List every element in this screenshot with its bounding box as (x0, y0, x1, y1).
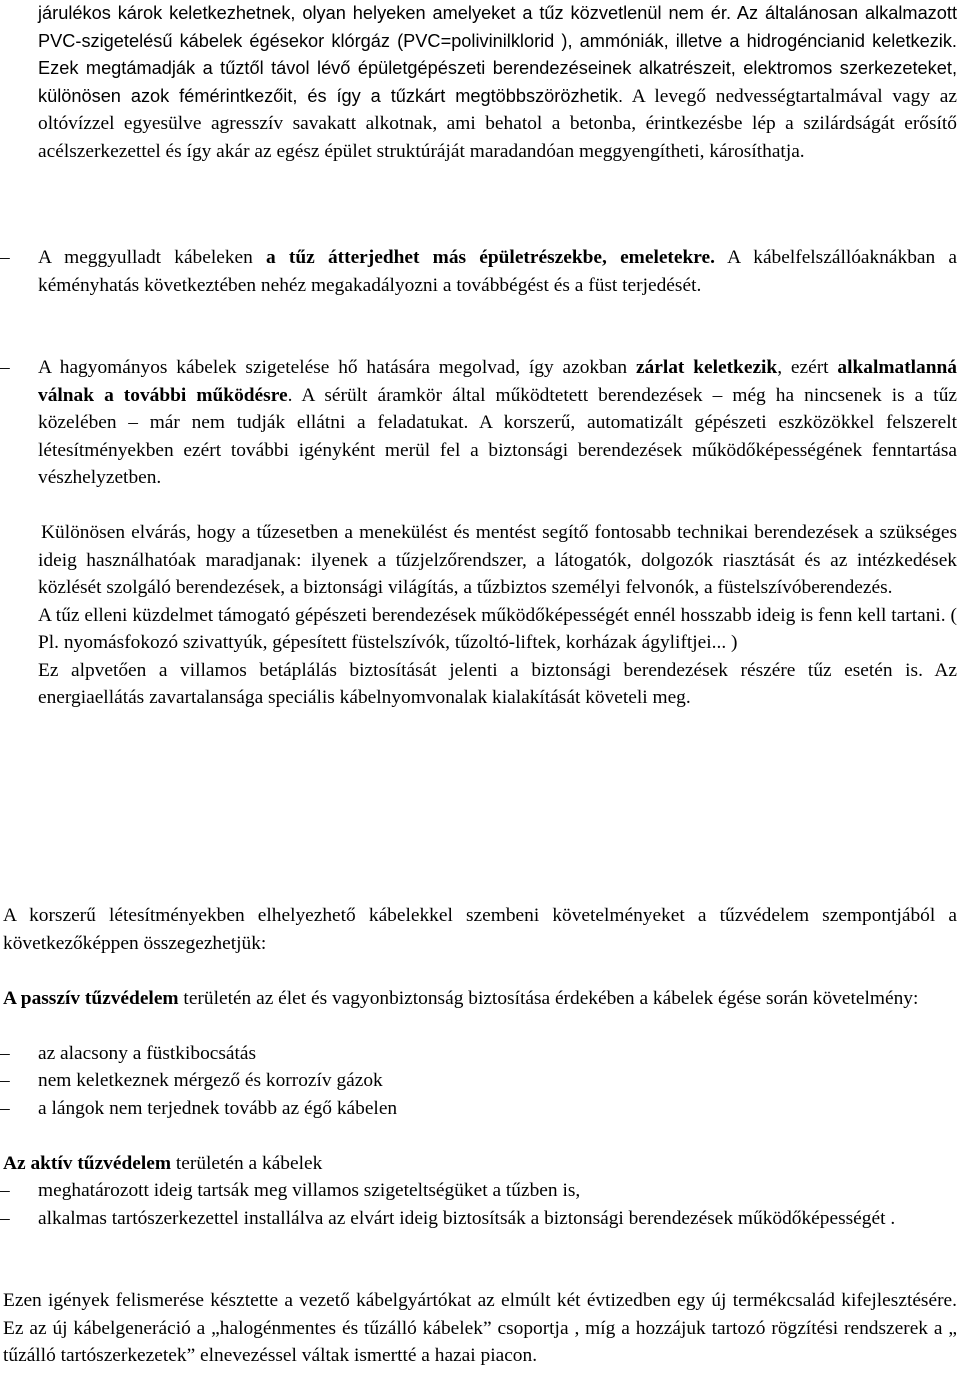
paragraph-expectation: Különösen elvárás, hogy a tűzesetben a menekülést és mentést segítő fontosabb technikai berendezések a szükséges ideig használhatóak maradjanak: ilyenek a tűzjelzőrendszer, a látogatók, dolgozók riasztását és az intézkedések közlését szolgáló berendezések, a biztonsági világítás, a tűzbiztos személyi felvonók, a füstelszívóberendezés. (38, 522, 957, 598)
item-text-bold-unusable: alkalmatlanná válnak a további működésre (38, 357, 958, 406)
dash-bullet: – (0, 247, 10, 268)
item-text-pre: A hagyományos kábelek szigetelése hő hatására megolvad, így azokban (38, 357, 636, 378)
dash-bullet: – (0, 1208, 10, 1229)
dash-bullet: – (0, 357, 10, 378)
list-item-insulation-melt (0, 354, 957, 492)
active-rest: területén a kábelek (171, 1153, 323, 1174)
active-protection-intro (3, 1150, 957, 1178)
paragraph-new-product-family (3, 1287, 957, 1370)
paragraph-requirements (38, 519, 957, 712)
active-item-text: alkalmas tartószerkezettel installálva az elvárt ideig biztosítsák a biztonsági berendezések működőképességét . (38, 1208, 896, 1229)
paragraph-sans-part: járulékos károk keletkezhetnek, olyan helyeken amelyeket a tűz közvetlenül nem ér. Az általánosan alkalmazott PVC-szigetelésű kábelek égésekor klórgáz (PVC=polivinilklorid ), ammóniák, illetve a hidrogéncianid keletkezik. Ezek megtámadják a tűztől távol lévő épületgépészeti berendezéseinek alkatrészeit, elektromos szerkezeteket, különösen azok fémérintkezőit, és így a tűzkárt megtöbbszörözhetik. (38, 3, 957, 106)
passive-protection-intro (3, 985, 957, 1013)
paragraph-power-supply: Ez alpvetően a villamos betáplálás biztosítását jelenti a biztonsági berendezések részére tűz esetén is. Az energiaellátás zavartalansága speciális kábelnyomvonalak kialakítását követeli meg. (38, 659, 957, 708)
active-list-item (0, 1177, 957, 1205)
paragraph-combustion-gases (38, 0, 957, 165)
passive-item-text: az alacsony a füstkibocsátás (38, 1043, 257, 1064)
dash-bullet: – (0, 1098, 10, 1119)
item-text-bold: a tűz átterjedhet más épületrészekbe, emeletekre. (266, 247, 715, 268)
passive-list-item (0, 1040, 957, 1068)
paragraph-longer-operation: A tűz elleni küzdelmet támogató gépészeti berendezések működőképességét ennél hosszabb ideig is fenn kell tartani. ( Pl. nyomásfokozó szivattyúk, gépesített füstelszívók, tűzoltó-liftek, korházak ágyliftjei... ) (38, 604, 957, 653)
passive-item-text: a lángok nem terjednek tovább az égő kábelen (38, 1098, 398, 1119)
passive-list-item (0, 1095, 957, 1123)
item-text-post: . A sérült áramkör által működtetett berendezések – még ha nincsenek is a tűz közelében – már nem tudják ellátni a feladatukat. A korszerű, automatizált gépészeti eszközökkel felszerelt létesítményekben ezért további igényként merül fel a biztonsági berendezések működőképességének fenntartása vészhelyzetben. (38, 384, 957, 488)
item-text-pre: A meggyulladt kábeleken (38, 247, 267, 268)
item-text-bold-short-circuit: zárlat keletkezik (635, 357, 778, 378)
paragraph-summary-intro (3, 902, 957, 957)
dash-bullet: – (0, 1070, 10, 1091)
dash-bullet: – (0, 1043, 10, 1064)
paragraph-serif-part: A levegő nedvességtartalmával vagy az oltóvízzel egyesülve agresszív savakatt alkotnak, ami behatol a betonba, érintkezésbe lép a szilárdságát erősítő acélszerkezettel és így akár az egész épület struktúráját maradandóan meggyengítheti, károsíthatja. (38, 85, 957, 162)
item-text-mid: , ezért (777, 357, 838, 378)
active-list-item (0, 1205, 957, 1233)
passive-rest: területén az élet és vagyonbiztonság biztosítása érdekében a kábelek égése során követelmény: (178, 988, 919, 1009)
dash-bullet: – (0, 1180, 10, 1201)
list-item-fire-spread (0, 244, 957, 299)
summary-intro-text: A korszerű létesítményekben elhelyezhető kábelekkel szembeni követelményeket a tűzvédelem szempontjából a következőképpen összegezhetjük: (3, 905, 957, 954)
passive-heading: A passzív tűzvédelem (3, 988, 179, 1009)
passive-item-text: nem keletkeznek mérgező és korrozív gázok (38, 1070, 383, 1091)
passive-list-item (0, 1067, 957, 1095)
item-text-post: A kábelfelszállóaknákban a kéményhatás következtében nehéz megakadályozni a továbbégést és a füst terjedését. (38, 247, 958, 296)
final-paragraph-text: Ezen igények felismerése késztette a vezető kábelgyártókat az elmúlt két évtizedben egy új termékcsalád kifejlesztésére. Ez az új kábelgeneráció a „halogénmentes és tűzálló kábelek” csoportja , míg a hozzájuk tartozó rögzítési rendszerek a „ tűzálló tartószerkezetek” elnevezéssel váltak ismertté a hazai piacon. (3, 1290, 957, 1366)
active-item-text: meghatározott ideig tartsák meg villamos szigeteltségüket a tűzben is, (38, 1180, 581, 1201)
active-heading: Az aktív tűzvédelem (3, 1153, 172, 1174)
